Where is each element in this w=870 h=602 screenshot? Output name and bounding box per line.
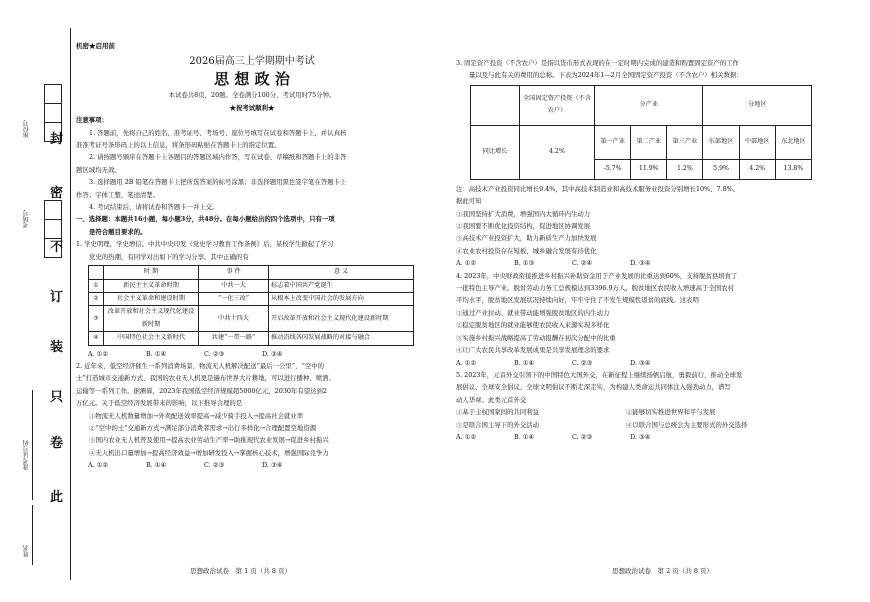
seal-char: 此 xyxy=(50,490,64,505)
q3-region-value: 4.2% xyxy=(739,159,775,179)
q1-event: 中共一大 xyxy=(199,279,269,292)
notice-line: 题区域均无效。 xyxy=(76,165,121,174)
q1-stem: 党史的热潮，有同学对出如下的学习分享。其中正确的有 xyxy=(89,252,249,261)
q5-choice: ④以联合国与总统会为主要形式的外交选择 xyxy=(626,420,748,429)
notice-line: 3. 选择题用 2B 铅笔在答题卡上把所选答案的标号涂黑；非选择题用黑色签字笔在答题卡上 xyxy=(89,178,347,187)
q3-row-label: 同比增长 xyxy=(471,125,520,179)
notice-title: 注意事项： xyxy=(76,116,108,125)
q2-line: ②“空中的士”交通新方式→满足部分消费者需求→出行多样化→合理配置空地资源 xyxy=(89,423,317,432)
q1-meaning: 从根本上改变中国社会的发展方向 xyxy=(269,292,414,305)
q3-industry-name: 第二产业 xyxy=(631,125,667,159)
notice-line: 4. 考试结束后，请将试卷和答题卡一并上交。 xyxy=(89,203,219,212)
q3-note: 据此可知 xyxy=(456,197,482,206)
q5-line: 展倡议、全球安全倡议、全球文明倡议不断走深走实，为构建人类命运共同体注入强劲动力，谱写 xyxy=(456,383,731,392)
q4-line: 4. 2023年，中央财政衔接推进乡村振兴补助资金用于产业发展的比重达到60%，支持脱贫县培育了 xyxy=(456,271,738,280)
option[interactable]: C. ②④ xyxy=(572,259,593,268)
binding-line xyxy=(70,28,71,580)
secret-label: 机密★启用前 xyxy=(76,42,115,50)
q3-table xyxy=(470,85,812,180)
exam-id-label: 准考证号码 xyxy=(23,440,30,470)
name-label: 姓名 xyxy=(23,545,30,557)
q4-line: ③实施乡村振兴战略提高了劳动报酬在初次分配中的比重 xyxy=(456,333,616,342)
seal-char: 不 xyxy=(50,240,64,255)
subject-title: 思 想 政 治 xyxy=(214,70,290,89)
q3-col-region: 分地区 xyxy=(703,85,812,125)
q3-col-industry: 分产业 xyxy=(595,85,703,125)
q3-region-value: 5.9% xyxy=(703,159,739,179)
q3-industry-value: 11.9% xyxy=(631,159,667,179)
q3-industry-value: -5.7% xyxy=(595,159,631,179)
option[interactable]: B. ①④ xyxy=(514,358,535,367)
q3-note: 注：高技术产业投资同比增长9.4%，其中高技术制造业和高技术服务业投资分别增长10%、7.8%。 xyxy=(456,184,740,193)
q4-options xyxy=(456,357,846,369)
q1-options xyxy=(76,348,428,360)
q3-choice: ④农业农村投资存在短板，城乡融合发展有待优化 xyxy=(456,246,597,255)
option[interactable]: C. ②③ xyxy=(572,432,593,441)
q2-line: 2. 近年来，低空经济催生一系列消费场景，物流无人机解决配送“最后一公里”，“空中的 xyxy=(76,361,324,370)
option[interactable]: A. ①② xyxy=(88,461,109,470)
q1-header: 时 期 xyxy=(104,266,199,279)
option[interactable]: B. ①④ xyxy=(146,349,167,358)
q1-period: 中国特色社会主义新时代 xyxy=(104,332,199,345)
q2-line: 万亿元。关于低空经济发展带来的影响，以下推导合理的是 xyxy=(76,399,243,408)
q1-stem: 1. 学史明理，学史增信。中共中央印发《党史学习教育工作条例》后，某校学生掀起了学习 xyxy=(76,240,334,249)
option[interactable]: D. ③④ xyxy=(630,259,651,268)
page-footer-right: 思想政治试卷 第 2 页（共 8 页） xyxy=(612,567,714,575)
name-line[interactable] xyxy=(32,505,33,565)
exam-id-line[interactable] xyxy=(32,390,33,500)
q5-choice: ③是联合国主导下的外交活动 xyxy=(456,420,540,429)
q1-header: 事 件 xyxy=(199,266,269,279)
option[interactable]: C. ②③ xyxy=(204,461,225,470)
q3-region-value: 13.8% xyxy=(775,159,811,179)
q3-region-name: 中部地区 xyxy=(739,125,775,159)
q4-line: ④让广大农民共享改革发展成果是共享发展理念的要求 xyxy=(456,346,610,355)
q2-line: ③国内农业无人机普及使用→提高农业劳动生产率→助推现代农业发展→促进乡村振兴 xyxy=(89,436,329,445)
q1-event: “一化三改” xyxy=(199,292,269,305)
q3-region-name: 东北地区 xyxy=(775,125,811,159)
q2-line: ④无人机出口量增加→提高经济效益→增加研发投入→掌握核心技术，增强国际竞争力 xyxy=(89,448,329,457)
q3-choice: ①我国坚持扩大消费，增强国内大循环内生动力 xyxy=(456,209,591,218)
q3-col-total: 全国固定资产投资（不含农户） xyxy=(520,85,595,125)
q4-line: 一批特色主导产业。脱贫劳动力务工总规模达到3396.9万人，脱贫地区农民收入增速高于全国农村 xyxy=(456,284,734,293)
q2-line: ①物流无人机数量增加→外卖配送效率提高→减少骑手投入→提高社会就业率 xyxy=(89,411,304,420)
option[interactable]: D. ③④ xyxy=(630,358,651,367)
exam-title: 2026届高三上学期期中考试 xyxy=(189,56,315,68)
q3-industry-name: 第三产业 xyxy=(667,125,703,159)
q3-industry-name: 第一产业 xyxy=(595,125,631,159)
q1-period: 新民主主义革命时期 xyxy=(104,279,199,292)
q5-choices-row xyxy=(456,406,846,418)
q5-options xyxy=(456,431,846,443)
q3-choice: ③高技术产业投资扩大，助力新质生产力加快发展 xyxy=(456,234,597,243)
q1-row-no: ③ xyxy=(89,306,104,332)
section-heading: 是符合题目要求的。 xyxy=(89,227,147,236)
option[interactable]: B. ①④ xyxy=(514,432,535,441)
option[interactable]: A. ①② xyxy=(456,259,477,268)
option[interactable]: D. ③④ xyxy=(262,461,283,470)
q1-event: 共建“一带一路” xyxy=(199,332,269,345)
seal-char: 密 xyxy=(50,186,64,201)
q1-period: 改革开放和社会主义现代化建设新时期 xyxy=(104,306,199,332)
q4-line: 平均水平，脱贫地区发展状况持续向好，牢牢守住了不发生规模性返贫的底线。这表明 xyxy=(456,296,699,305)
q1-table xyxy=(88,265,414,345)
q1-row-no: ① xyxy=(89,279,104,292)
q1-meaning: 标志着中国共产党诞生 xyxy=(269,279,414,292)
exam-info: 本试卷共8页，20题。全卷满分100分，考试用时75分钟。 xyxy=(168,91,336,100)
seal-char: 封 xyxy=(50,132,64,147)
seal-char: 卷 xyxy=(50,436,64,451)
q1-event: 中共十四大 xyxy=(199,306,269,332)
room-label: 考场号 xyxy=(23,210,30,228)
q1-row-no: ④ xyxy=(89,332,104,345)
q3-stem: 3. 固定资产投资（不含农户）是指以货币形式表现的在一定时期内完成的建造和购置固定资产的工作 xyxy=(456,59,739,67)
q1-row-no: ② xyxy=(89,292,104,305)
option[interactable]: C. ②③ xyxy=(204,349,225,358)
q1-period: 社会主义革命和建设时期 xyxy=(104,292,199,305)
notice-line: 2. 请按题号顺序在答题卡上各题目的答题区域内作答，写在试卷、草稿纸和答题卡上的非答 xyxy=(89,153,347,162)
q3-region-name: 东部地区 xyxy=(703,125,739,159)
section-heading: 一、选择题：本题共16小题，每小题3分，共48分。在每小题给出的四个选项中，只有一项 xyxy=(76,215,335,224)
seal-char: 只 xyxy=(50,390,64,405)
option[interactable]: B. ①③ xyxy=(514,259,535,268)
q1-meaning: 开启改革开放和社会主义现代化建设新时期 xyxy=(269,306,414,332)
option[interactable]: A. ①② xyxy=(456,358,477,367)
notice-line: 1. 答题前，先将自己的姓名、准考证号、考场号、座位号填写在试卷和答题卡上，并认真核 xyxy=(89,128,347,137)
q1-header: 意 义 xyxy=(269,266,414,279)
q2-line: 士”打造城市交通新方式，我国的农业无人机更是遍布世界大片耕地，可以进行播种、喷洒、 xyxy=(76,374,335,383)
q5-line: 动人华章。此类元首外交 xyxy=(456,395,527,404)
notice-line: 作答；字体工整，笔迹清楚。 xyxy=(76,190,160,199)
q1-meaning: 推动沿线各国发展战略的对接与融合 xyxy=(269,332,414,345)
option[interactable]: A. ①② xyxy=(456,432,477,441)
page-2 xyxy=(456,57,846,443)
q5-choices-row xyxy=(456,419,846,431)
option[interactable]: B. ①④ xyxy=(146,461,167,470)
option[interactable]: D. ③④ xyxy=(262,349,283,358)
option[interactable]: A. ①② xyxy=(88,349,109,358)
q3-choice: ②我国要不断优化投资结构，促进地区协调发展 xyxy=(456,222,591,231)
q2-line: 运输等一系列工作。据测算，2023年我国低空经济规模超5000亿元，2030年有望达到2 xyxy=(76,386,327,395)
q3-stem: 量以及与此有关的费用的总称。下表为2024年1—2月全国固定资产投资（不含农户）相关数据： xyxy=(469,71,743,80)
q3-options xyxy=(456,257,846,269)
option[interactable]: C. ②③ xyxy=(572,358,593,367)
q5-choice: ②能够切实推进世界和平与发展 xyxy=(626,408,716,417)
q4-line: ①通过产业拉动、就业带动能增强脱贫地区的内生动力 xyxy=(456,308,610,317)
page-footer-left: 思想政治试卷 第 1 页（共 8 页） xyxy=(190,567,292,575)
seal-char: 装 xyxy=(50,340,64,355)
q3-industry-value: 1.2% xyxy=(667,159,703,179)
q3-total-value: 4.2% xyxy=(520,125,595,179)
binding-strip xyxy=(0,0,74,602)
good-luck-stamp: ★祝考试顺利★ xyxy=(229,103,275,112)
notice-line: 准准考证号条形码上的以上信息，将条形码粘贴在答题卡上的指定位置。 xyxy=(76,141,281,150)
q2-options xyxy=(76,459,428,471)
q5-line: 5. 2023年，元首外交引领下的中国特色大国外交，在新征程上继续扬帆启航，勇毅前行，推动全球发 xyxy=(456,370,743,379)
q4-line: ②稳定脱贫地区的就业能够使农民收入来源实现多样化 xyxy=(456,321,610,330)
option[interactable]: D. ③④ xyxy=(630,432,651,441)
page-1 xyxy=(76,40,428,472)
seat-label: 座位号 xyxy=(23,120,30,138)
seal-char: 订 xyxy=(50,290,64,305)
q5-choice: ①基于主权国家间的共同利益 xyxy=(456,408,540,417)
